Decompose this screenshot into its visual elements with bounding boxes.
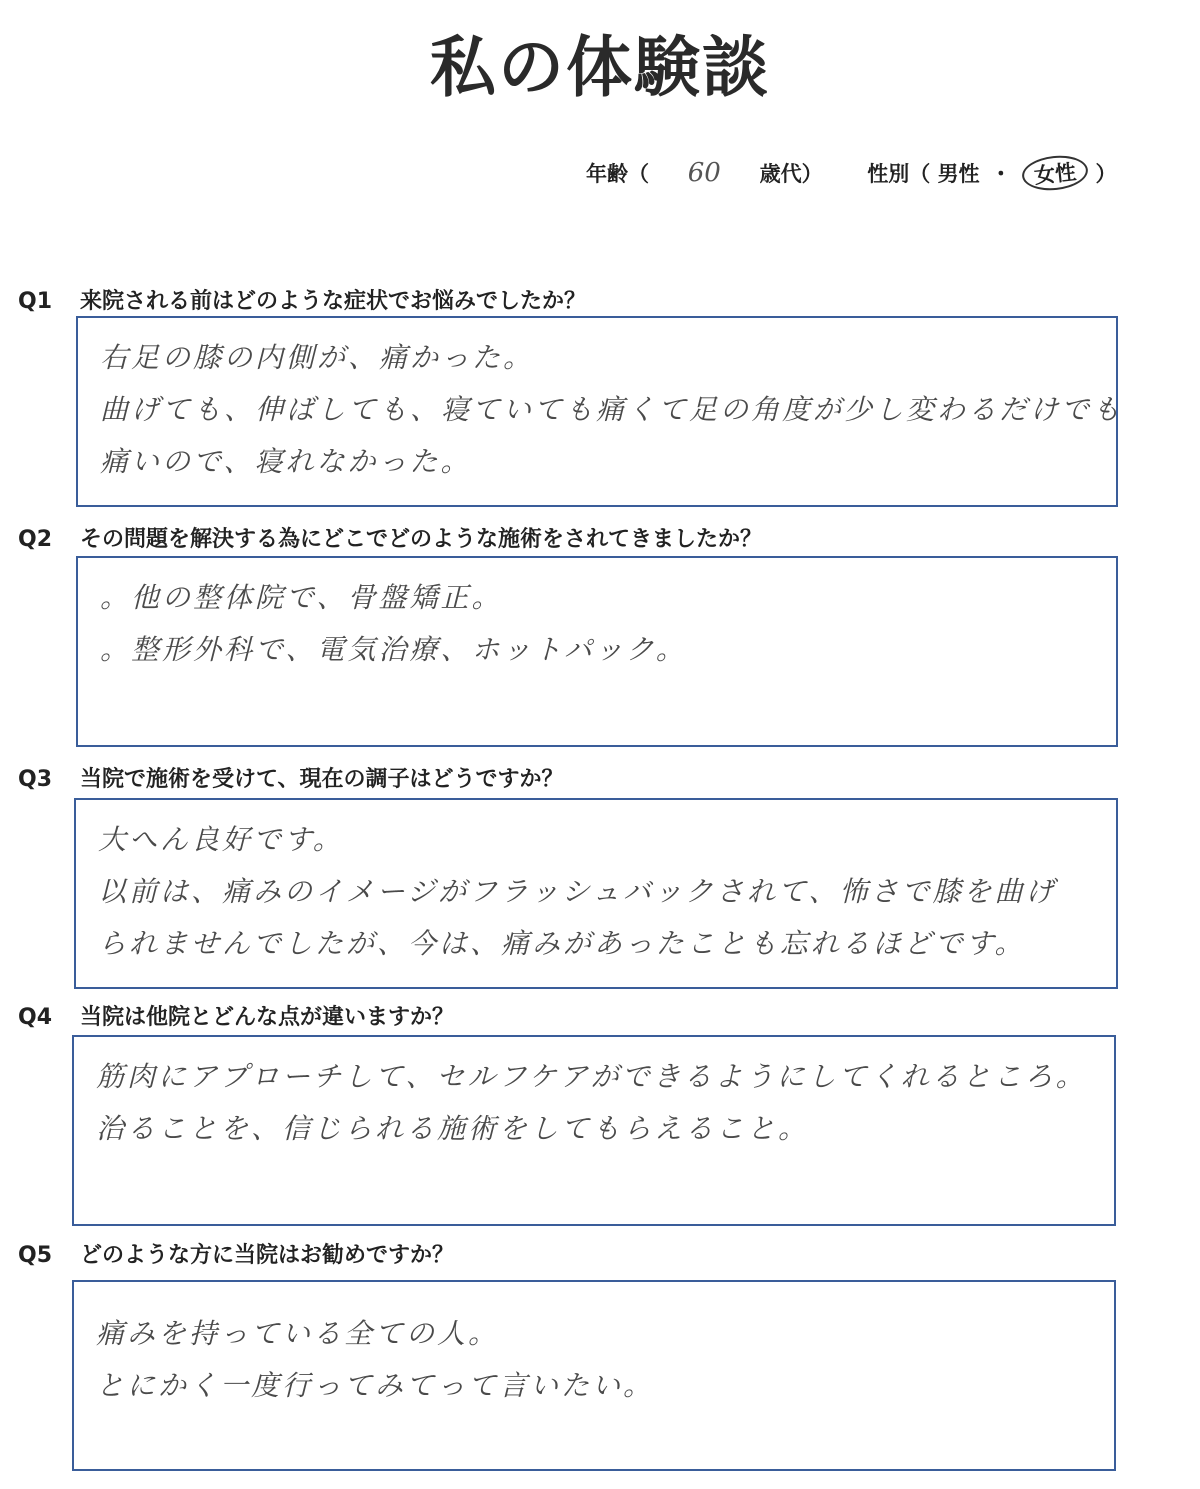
question-5 xyxy=(18,1238,454,1269)
answer-line: 曲げても、伸ばしても、寝ていても痛くて足の角度が少し変わるだけでも xyxy=(100,393,1124,426)
page-title: 私の体験談 xyxy=(430,29,770,106)
answer-line: 大へん良好です。 xyxy=(98,823,344,856)
answer-line: とにかく一度行ってみてって言いたい。 xyxy=(96,1369,655,1402)
question-text: その問題を解決する為にどこでどのような施術をされてきましたか？ xyxy=(80,527,763,552)
answer-line: 右足の膝の内側が、痛かった。 xyxy=(100,341,535,374)
age-value: 60 xyxy=(687,158,721,188)
gender-label: 性別（ xyxy=(867,162,931,186)
answer-line: 。他の整体院で、骨盤矯正。 xyxy=(100,581,503,614)
gender-option-male: 男性 xyxy=(937,162,980,186)
question-text: どのような方に当院はお勧めですか？ xyxy=(80,1243,455,1268)
question-1 xyxy=(18,284,586,315)
question-2 xyxy=(18,522,762,553)
question-number: Q4 xyxy=(18,1005,53,1030)
answer-box-2 xyxy=(76,556,1118,747)
question-3 xyxy=(18,762,564,793)
answer-line: 。整形外科で、電気治療、ホットパック。 xyxy=(100,633,687,666)
answer-box-4 xyxy=(72,1035,1116,1226)
age-suffix: 歳代） xyxy=(759,162,823,186)
question-number: Q5 xyxy=(18,1243,53,1268)
answer-line: られませんでしたが、今は、痛みがあったことも忘れるほどです。 xyxy=(98,927,1026,960)
question-text: 当院で施術を受けて、現在の調子はどうですか？ xyxy=(80,767,564,792)
question-text: 来院される前はどのような症状でお悩みでしたか？ xyxy=(80,289,587,314)
question-4 xyxy=(18,1000,454,1031)
answer-line: 痛いので、寝れなかった。 xyxy=(100,445,472,478)
answer-box-3 xyxy=(74,798,1118,989)
answer-box-1 xyxy=(76,316,1124,507)
gender-separator: ・ xyxy=(990,162,1012,186)
demographics-row xyxy=(586,156,1117,190)
answer-line: 治ることを、信じられる施術をしてもらえること。 xyxy=(96,1112,810,1145)
age-label: 年齢（ xyxy=(586,162,649,186)
question-number: Q3 xyxy=(18,767,53,792)
answer-line: 以前は、痛みのイメージがフラッシュバックされて、怖さで膝を曲げ xyxy=(98,875,1057,908)
answer-line: 痛みを持っている全ての人。 xyxy=(96,1317,500,1350)
answer-line: 筋肉にアプローチして、セルフケアができるようにしてくれるところ。 xyxy=(96,1060,1087,1093)
question-number: Q1 xyxy=(18,289,53,314)
gender-option-female-circled: 女性 xyxy=(1021,153,1090,194)
question-number: Q2 xyxy=(18,527,53,552)
answer-box-5 xyxy=(72,1280,1116,1471)
gender-close: ） xyxy=(1095,162,1117,186)
question-text: 当院は他院とどんな点が違いますか？ xyxy=(80,1005,455,1030)
